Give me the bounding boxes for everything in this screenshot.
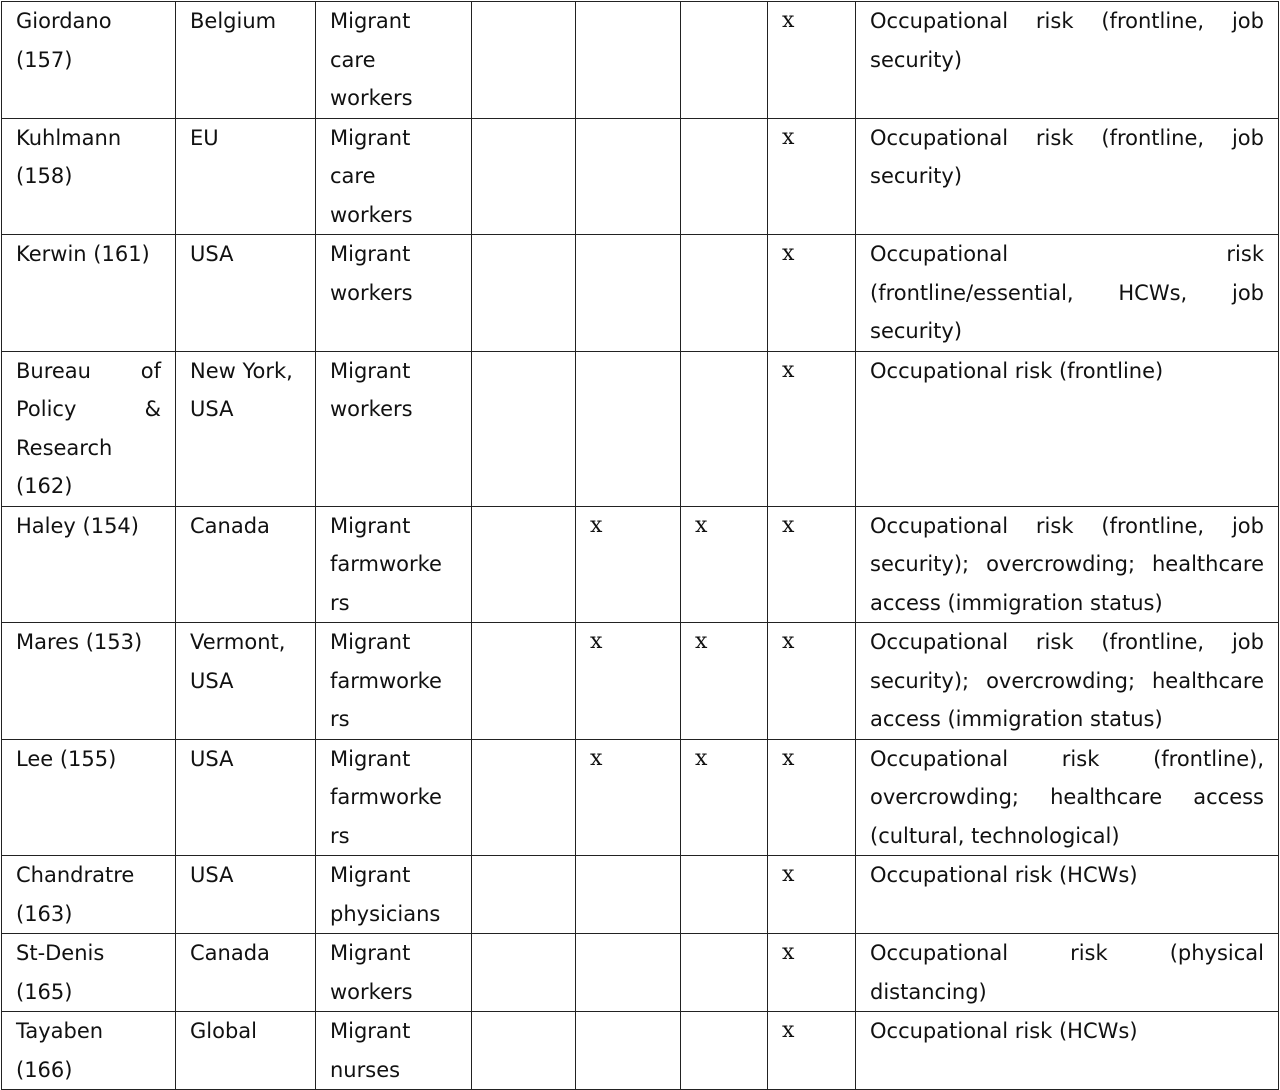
cell-population: [316, 739, 472, 856]
population-line: physicians: [330, 901, 441, 926]
population-line: farmworke: [330, 785, 442, 809]
cell-mark-c3: x: [681, 623, 768, 740]
table-row: [2, 739, 1279, 856]
cell-location: [176, 934, 316, 1012]
notes-word: security): [870, 164, 963, 188]
cell-location: [176, 235, 316, 352]
author-line: (165): [16, 979, 73, 1004]
notes-word: job: [1231, 513, 1264, 538]
population-line: Migrant: [330, 513, 411, 538]
table-body: [2, 2, 1279, 1090]
cell-notes: [856, 506, 1279, 623]
cell-author: [2, 506, 176, 623]
notes-line: [870, 740, 1264, 779]
notes-line: [870, 157, 1264, 196]
notes-word: Occupational: [870, 630, 1009, 654]
table-row: [2, 856, 1279, 934]
cell-mark-c4: x: [768, 934, 856, 1012]
location-line: New York,: [190, 358, 293, 383]
population-line: Migrant: [330, 125, 411, 150]
population-line: Migrant: [330, 242, 411, 266]
author-line: Tayaben: [16, 1019, 104, 1043]
notes-line: [870, 119, 1264, 158]
studies-table: [1, 1, 1279, 1090]
cell-population: [316, 506, 472, 623]
notes-word: (frontline,: [1101, 125, 1205, 150]
cell-notes: [856, 934, 1279, 1012]
notes-line: [870, 352, 1264, 391]
author-word: (162): [16, 474, 73, 498]
notes-word: Occupational risk (frontline): [870, 358, 1164, 383]
cell-mark-c2: [576, 351, 681, 506]
cell-author: [2, 351, 176, 506]
population-line: care: [330, 164, 376, 188]
author-line: Kerwin (161): [16, 242, 150, 266]
cell-mark-c4: x: [768, 351, 856, 506]
author-line: (163): [16, 901, 73, 926]
notes-word: security);: [870, 668, 970, 693]
table-row: [2, 1012, 1279, 1090]
cell-mark-c3: x: [681, 506, 768, 623]
author-line: [16, 429, 161, 468]
location-line: Vermont,: [190, 630, 286, 654]
notes-line: [870, 700, 1264, 739]
notes-word: access (immigration status): [870, 707, 1163, 731]
table-row: [2, 2, 1279, 119]
location-line: USA: [190, 746, 234, 771]
notes-line: [870, 545, 1264, 584]
cell-mark-c3: [681, 118, 768, 235]
author-line: Mares (153): [16, 630, 143, 654]
notes-word: healthcare: [1152, 552, 1264, 576]
notes-word: Occupational: [870, 9, 1009, 33]
cell-location: [176, 118, 316, 235]
population-line: workers: [330, 86, 413, 110]
notes-line: [870, 778, 1264, 817]
cell-mark-c2: x: [576, 623, 681, 740]
notes-word: job: [1231, 125, 1264, 150]
location-line: USA: [190, 242, 234, 266]
cell-mark-c3: [681, 934, 768, 1012]
cell-mark-c2: [576, 1012, 681, 1090]
cell-author: [2, 118, 176, 235]
notes-line: [870, 584, 1264, 623]
notes-line: [870, 623, 1264, 662]
cell-mark-c1: [472, 934, 576, 1012]
notes-word: (frontline,: [1101, 9, 1205, 33]
cell-mark-c4: x: [768, 1012, 856, 1090]
cell-location: [176, 2, 316, 119]
population-line: nurses: [330, 1057, 401, 1082]
author-line: Lee (155): [16, 746, 117, 771]
table-row: [2, 934, 1279, 1012]
cell-notes: [856, 2, 1279, 119]
cell-author: [2, 934, 176, 1012]
notes-word: Occupational: [870, 242, 1009, 266]
author-line: (158): [16, 164, 73, 188]
notes-word: healthcare: [1050, 785, 1163, 809]
cell-population: [316, 623, 472, 740]
notes-word: Occupational risk (HCWs): [870, 1019, 1138, 1043]
location-line: USA: [190, 397, 234, 421]
cell-author: [2, 235, 176, 352]
cell-mark-c1: [472, 2, 576, 119]
notes-line: [870, 235, 1264, 274]
location-line: Global: [190, 1019, 257, 1043]
location-line: USA: [190, 863, 234, 887]
notes-word: Occupational: [870, 513, 1009, 538]
author-line: Chandratre: [16, 863, 135, 887]
table-row: [2, 623, 1279, 740]
author-line: (157): [16, 47, 73, 72]
notes-word: Occupational risk (HCWs): [870, 863, 1138, 887]
notes-word: security): [870, 319, 963, 343]
cell-mark-c2: [576, 118, 681, 235]
table-row: [2, 235, 1279, 352]
cell-location: [176, 623, 316, 740]
cell-mark-c2: x: [576, 739, 681, 856]
table-row: [2, 351, 1279, 506]
location-line: EU: [190, 125, 219, 150]
notes-line: [870, 1012, 1264, 1051]
cell-notes: [856, 856, 1279, 934]
notes-line: [870, 312, 1264, 351]
notes-word: risk: [1035, 9, 1074, 33]
cell-population: [316, 1012, 472, 1090]
cell-mark-c1: [472, 351, 576, 506]
cell-mark-c3: [681, 2, 768, 119]
author-line: Giordano: [16, 9, 112, 33]
population-line: Migrant: [330, 358, 411, 383]
notes-word: (physical: [1169, 941, 1264, 965]
author-word: Research: [16, 435, 113, 460]
cell-population: [316, 934, 472, 1012]
population-line: Migrant: [330, 941, 411, 965]
notes-word: security);: [870, 552, 970, 576]
population-line: Migrant: [330, 9, 411, 33]
author-word: &: [144, 397, 161, 421]
cell-population: [316, 856, 472, 934]
notes-line: [870, 934, 1264, 973]
population-line: Migrant: [330, 1019, 411, 1043]
cell-mark-c1: [472, 623, 576, 740]
population-line: workers: [330, 280, 413, 305]
cell-author: [2, 623, 176, 740]
location-line: Canada: [190, 941, 270, 965]
cell-location: [176, 739, 316, 856]
author-word: Bureau: [16, 358, 91, 383]
cell-mark-c4: x: [768, 856, 856, 934]
cell-population: [316, 2, 472, 119]
notes-word: risk: [1035, 513, 1074, 538]
notes-line: [870, 662, 1264, 701]
cell-mark-c4: x: [768, 2, 856, 119]
population-line: Migrant: [330, 863, 411, 887]
cell-author: [2, 2, 176, 119]
notes-word: healthcare: [1152, 668, 1264, 693]
population-line: workers: [330, 202, 413, 227]
location-line: Belgium: [190, 9, 277, 33]
cell-mark-c2: x: [576, 506, 681, 623]
location-line: Canada: [190, 513, 270, 538]
population-line: care: [330, 47, 376, 72]
notes-word: access (immigration status): [870, 590, 1163, 615]
author-word: Policy: [16, 397, 77, 421]
author-line: Haley (154): [16, 513, 139, 538]
cell-population: [316, 235, 472, 352]
cell-mark-c1: [472, 856, 576, 934]
notes-word: Occupational: [870, 746, 1009, 771]
cell-location: [176, 351, 316, 506]
cell-notes: [856, 351, 1279, 506]
notes-word: (frontline,: [1101, 513, 1205, 538]
table-row: [2, 506, 1279, 623]
cell-mark-c2: [576, 856, 681, 934]
author-line: Kuhlmann: [16, 125, 122, 150]
author-line: St-Denis: [16, 941, 105, 965]
population-line: rs: [330, 823, 350, 848]
notes-line: [870, 41, 1264, 80]
notes-word: risk: [1035, 125, 1074, 150]
cell-mark-c3: [681, 351, 768, 506]
notes-line: [870, 2, 1264, 41]
notes-word: Occupational: [870, 941, 1009, 965]
notes-word: overcrowding;: [986, 552, 1136, 576]
cell-mark-c1: [472, 118, 576, 235]
notes-line: [870, 856, 1264, 895]
cell-location: [176, 856, 316, 934]
notes-word: Occupational: [870, 125, 1009, 150]
author-line: [16, 390, 161, 429]
notes-line: [870, 274, 1264, 313]
cell-population: [316, 351, 472, 506]
cell-mark-c2: [576, 934, 681, 1012]
notes-word: overcrowding;: [870, 785, 1019, 809]
cell-mark-c3: [681, 235, 768, 352]
notes-word: risk: [1070, 941, 1108, 965]
cell-mark-c2: [576, 2, 681, 119]
cell-mark-c1: [472, 235, 576, 352]
population-line: farmworke: [330, 552, 442, 576]
notes-word: security): [870, 47, 963, 72]
population-line: Migrant: [330, 746, 411, 771]
population-line: rs: [330, 590, 350, 615]
cell-notes: [856, 235, 1279, 352]
notes-word: (frontline),: [1153, 746, 1264, 771]
notes-word: risk: [1061, 746, 1100, 771]
notes-word: (cultural, technological): [870, 823, 1120, 848]
notes-word: (frontline,: [1101, 630, 1205, 654]
notes-line: [870, 973, 1264, 1012]
location-line: USA: [190, 668, 234, 693]
cell-author: [2, 1012, 176, 1090]
notes-word: access: [1193, 785, 1264, 809]
population-line: farmworke: [330, 668, 442, 693]
cell-notes: [856, 739, 1279, 856]
cell-author: [2, 856, 176, 934]
notes-word: risk: [1226, 242, 1264, 266]
cell-mark-c4: x: [768, 118, 856, 235]
cell-mark-c3: [681, 856, 768, 934]
cell-notes: [856, 1012, 1279, 1090]
author-line: (166): [16, 1057, 73, 1082]
cell-location: [176, 1012, 316, 1090]
notes-word: overcrowding;: [986, 668, 1136, 693]
notes-word: risk: [1035, 630, 1074, 654]
cell-location: [176, 506, 316, 623]
notes-word: job: [1231, 9, 1264, 33]
notes-word: distancing): [870, 979, 987, 1004]
author-line: [16, 352, 161, 391]
cell-mark-c1: [472, 739, 576, 856]
notes-word: job: [1231, 280, 1264, 305]
cell-population: [316, 118, 472, 235]
cell-mark-c3: x: [681, 739, 768, 856]
cell-mark-c2: [576, 235, 681, 352]
cell-notes: [856, 623, 1279, 740]
population-line: workers: [330, 397, 413, 421]
population-line: Migrant: [330, 630, 411, 654]
population-line: workers: [330, 979, 413, 1004]
cell-mark-c4: x: [768, 235, 856, 352]
cell-author: [2, 739, 176, 856]
table-row: [2, 118, 1279, 235]
notes-word: (frontline/essential,: [870, 280, 1074, 305]
notes-word: job: [1231, 630, 1264, 654]
cell-mark-c4: x: [768, 506, 856, 623]
author-word: of: [140, 358, 161, 383]
cell-mark-c4: x: [768, 623, 856, 740]
cell-notes: [856, 118, 1279, 235]
notes-line: [870, 507, 1264, 546]
cell-mark-c1: [472, 506, 576, 623]
notes-line: [870, 817, 1264, 856]
cell-mark-c3: [681, 1012, 768, 1090]
cell-mark-c1: [472, 1012, 576, 1090]
cell-mark-c4: x: [768, 739, 856, 856]
population-line: rs: [330, 707, 350, 731]
notes-word: HCWs,: [1118, 280, 1188, 305]
author-line: [16, 467, 161, 506]
